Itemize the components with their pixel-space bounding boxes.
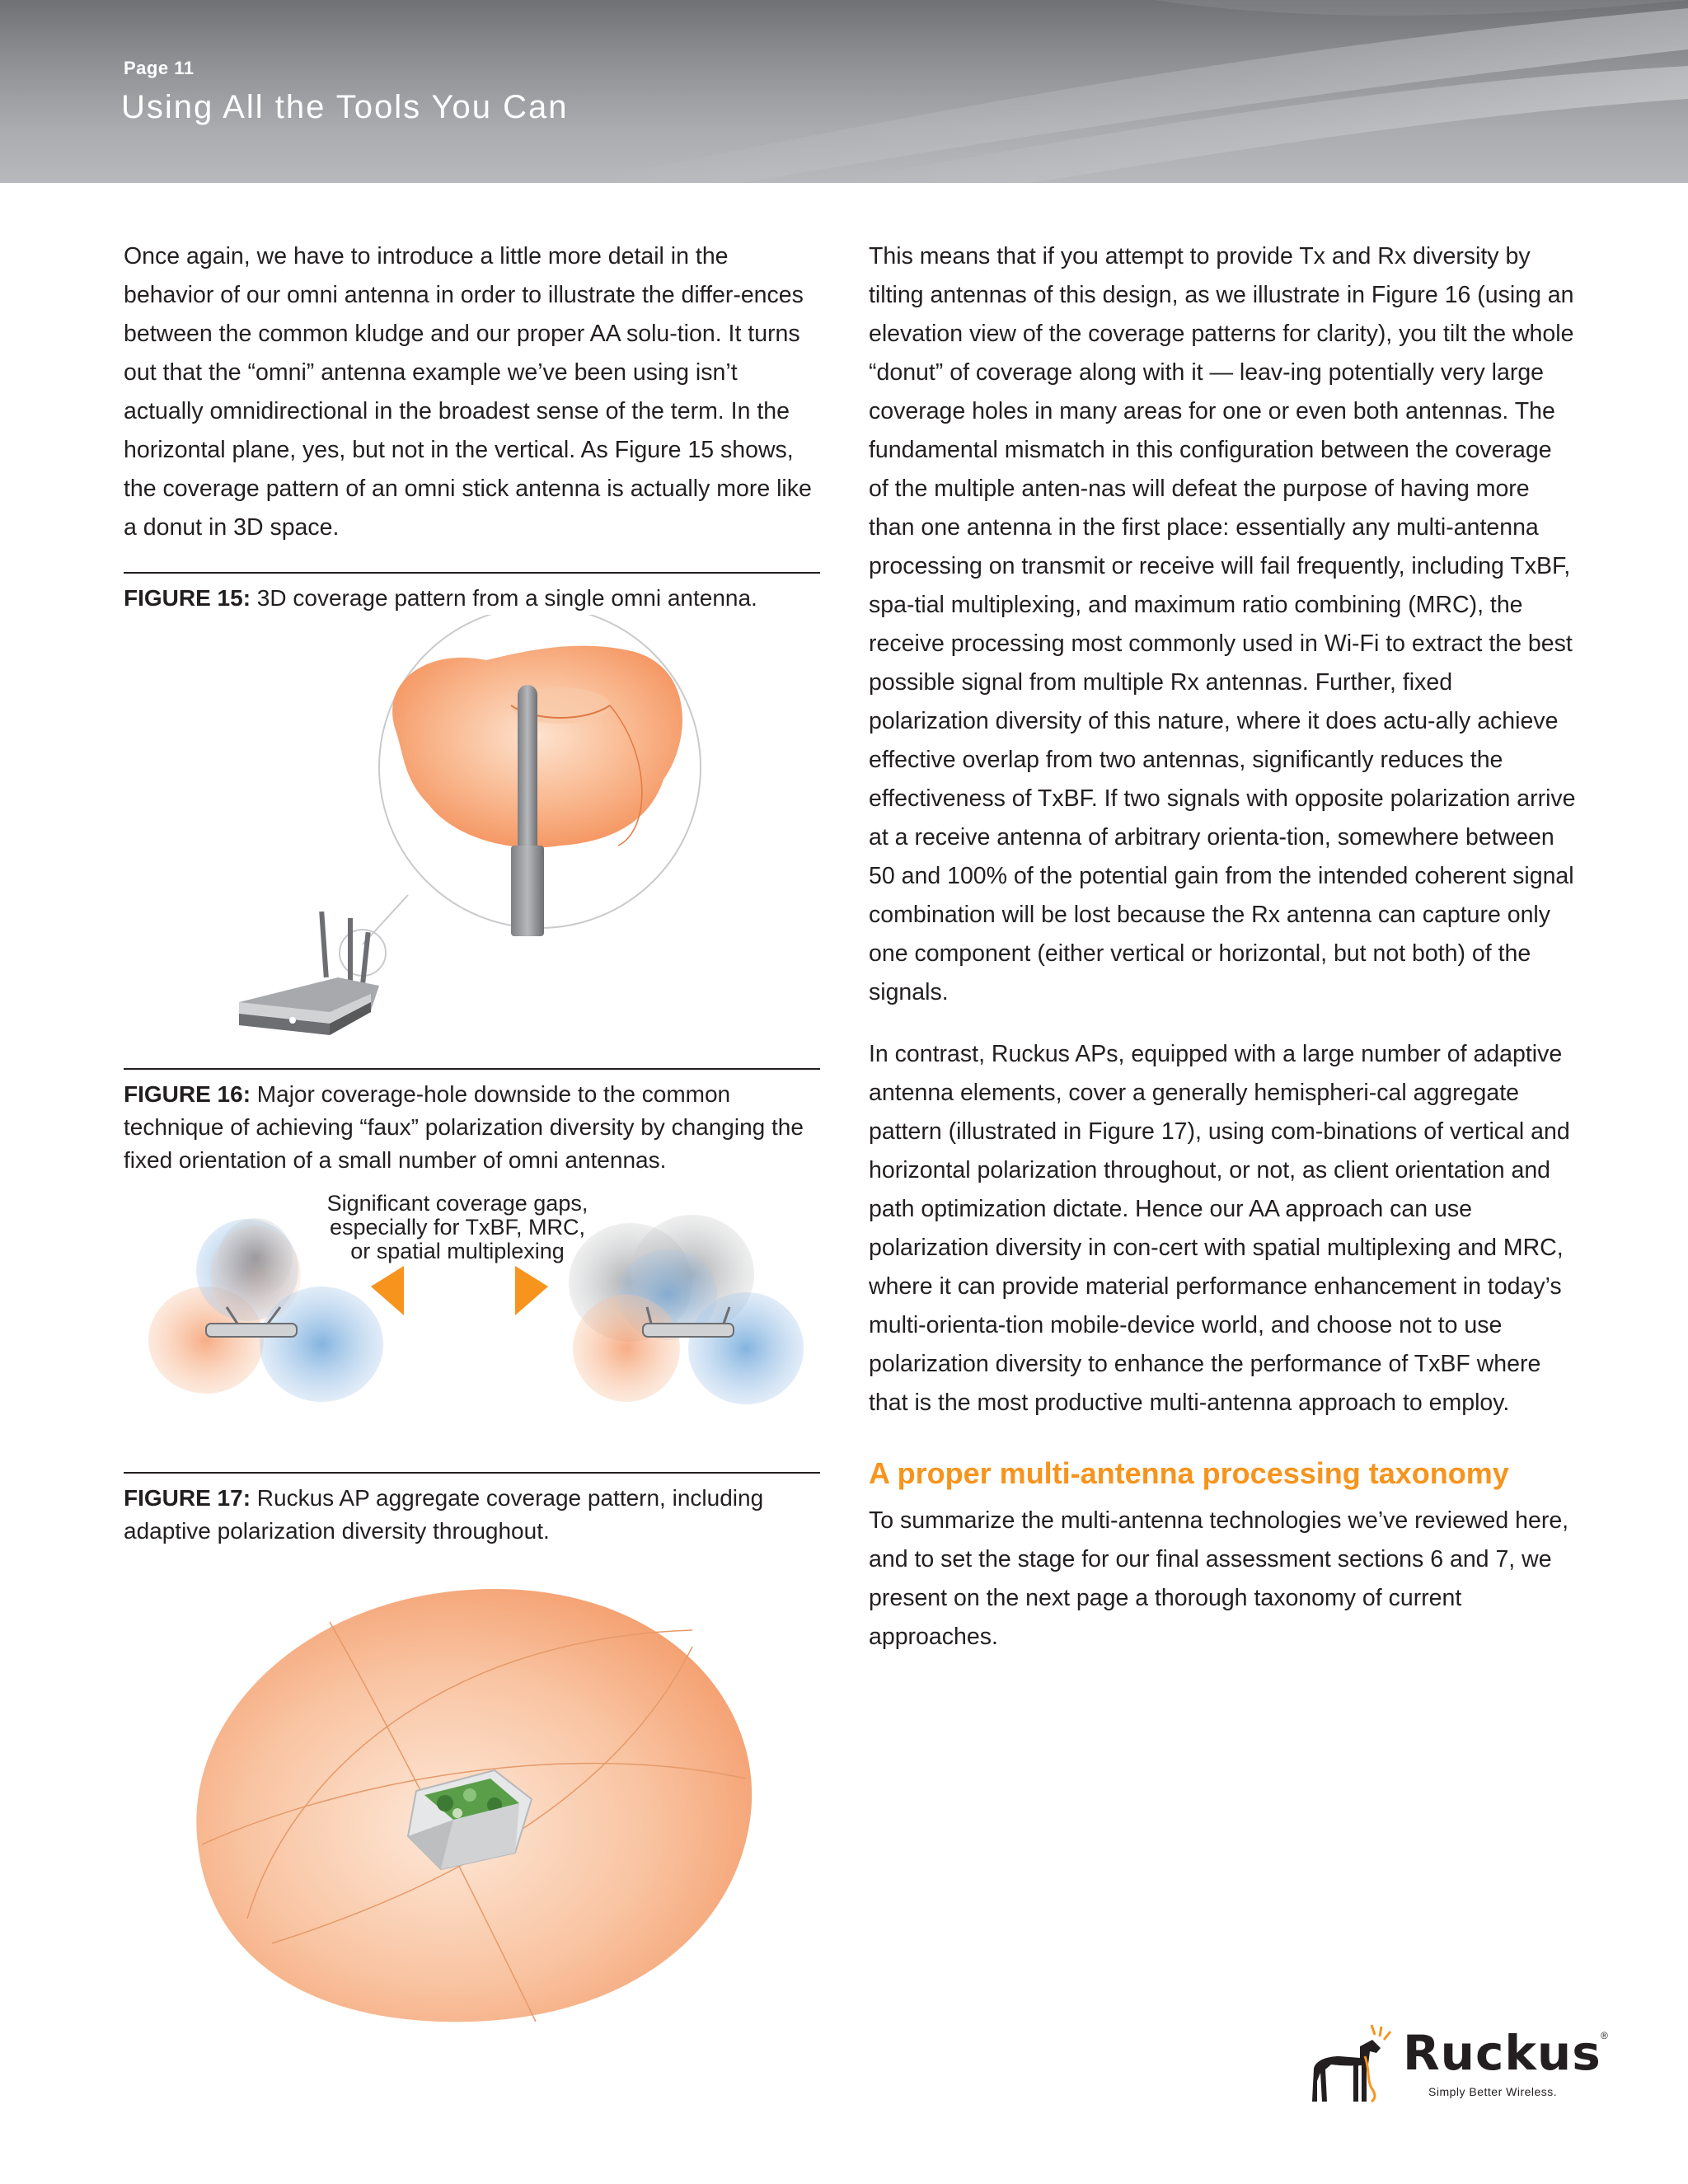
figure15-label: FIGURE 15:	[124, 585, 251, 611]
body-paragraph: In contrast, Ruckus APs, equipped with a large number of adaptive antenna elements, cover a generally hemispheri-cal aggregate pattern (illustrated in Figure 17), using com-binations of vertical and horizontal polarization throughout, or not, as client orientation and path optimization dictate. Hence our AA approach can use polarization diversity in con-cert with spatial multiplexing and MRC, where it can provide material performance enhancement in today’s multi-orienta-tion mobile-device world, and choose not to use polarization diversity to enhance the performance of TxBF where that is the most productive multi-antenna approach to employ.	[869, 1041, 1570, 1416]
body-paragraph: To summarize the multi-antenna technologies we’ve reviewed here, and to set the stage for our final assessment sections 6 and 7, we present on the next page a thorough taxonomy of current approaches.	[869, 1507, 1569, 1650]
figure15-illustration	[124, 615, 820, 1035]
figure16-label: FIGURE 16:	[124, 1081, 251, 1107]
figure16-annotation	[321, 1192, 593, 1263]
figure16-illustration	[124, 1192, 820, 1439]
page-title: Using All the Tools You Can	[121, 89, 569, 125]
dog-icon	[1311, 2023, 1401, 2106]
figure16-caption-text: Major coverage-hole downside to the common technique of achieving “faux” polarization diversity by changing the fixed orientation of a small number of omni antennas.	[124, 1081, 804, 1173]
intro-paragraph: Once again, we have to introduce a little more detail in the behavior of our omni antenna in order to illustrate the differ-ences between the common kludge and our proper AA solu-tion. It turns out that the “omni” antenna example we’ve been using isn’t actually omnidirectional in the broadest sense of the term. In the horizontal plane, yes, but not in the vertical. As Figure 15 shows, the coverage pattern of an omni stick antenna is actually more like a donut in 3D space.	[124, 243, 812, 541]
figure16-caption	[124, 1078, 820, 1177]
registered-mark: ®	[1601, 2030, 1608, 2041]
figure16-rule	[124, 1068, 820, 1070]
figure16-annotation-line: especially for TxBF, MRC,	[329, 1215, 586, 1240]
body-paragraph: This means that if you attempt to provide Tx and Rx diversity by tilting antennas of this design, as we illustrate in Figure 16 (using an elevation view of the coverage patterns for clarity), you tilt the whole “donut” of coverage along with it — leav-ing potentially very large coverage holes in many areas for one or even both antennas. The fundamental mismatch in this configuration between the coverage of the multiple anten-nas will defeat the purpose of having more than one antenna in the first place: essentially any multi-antenna processing on transmit or receive will fail frequently, including TxBF, spa-tial multiplexing, and maximum ratio combining (MRC), the receive processing most commonly used in Wi-Fi to extract the best possible signal from multiple Rx antennas. Further, fixed polarization diversity of this nature, where it does actu-ally achieve effective overlap from two antennas, significantly reduces the effectiveness of TxBF. If two signals with opposite polarization arrive at a receive antenna of arbitrary orienta-tion, somewhere between 50 and 100% of the potential gain from the intended coherent signal combination will be lost because the Rx antenna can capture only one component (either vertical or horizontal, but not both) of the signals.	[869, 243, 1576, 1005]
page-number: Page 11	[124, 58, 195, 78]
logo-tagline: Simply Better Wireless.	[1428, 2085, 1558, 2098]
logo-wordmark: Ruckus	[1403, 2025, 1601, 2081]
figure17-rule	[124, 1472, 820, 1474]
left-column	[124, 237, 820, 2034]
section-heading: A proper multi-antenna processing taxonomy	[869, 1456, 1509, 1490]
right-column	[869, 237, 1578, 1657]
page-header	[0, 0, 1688, 183]
figure16-annotation-line: or spatial multiplexing	[350, 1239, 565, 1263]
figure17-illustration	[124, 1572, 820, 2034]
figure17-caption	[124, 1482, 820, 1548]
figure17-label: FIGURE 17:	[124, 1485, 251, 1511]
figure15-caption-text: 3D coverage pattern from a single omni antenna.	[251, 585, 757, 611]
figure15-caption	[124, 582, 820, 615]
ruckus-logo	[1311, 2023, 1607, 2106]
figure16-annotation-line: Significant coverage gaps,	[326, 1191, 588, 1216]
figure17-caption-text: Ruckus AP aggregate coverage pattern, including adaptive polarization diversity throughout.	[124, 1485, 764, 1544]
figure15-rule	[124, 572, 820, 574]
